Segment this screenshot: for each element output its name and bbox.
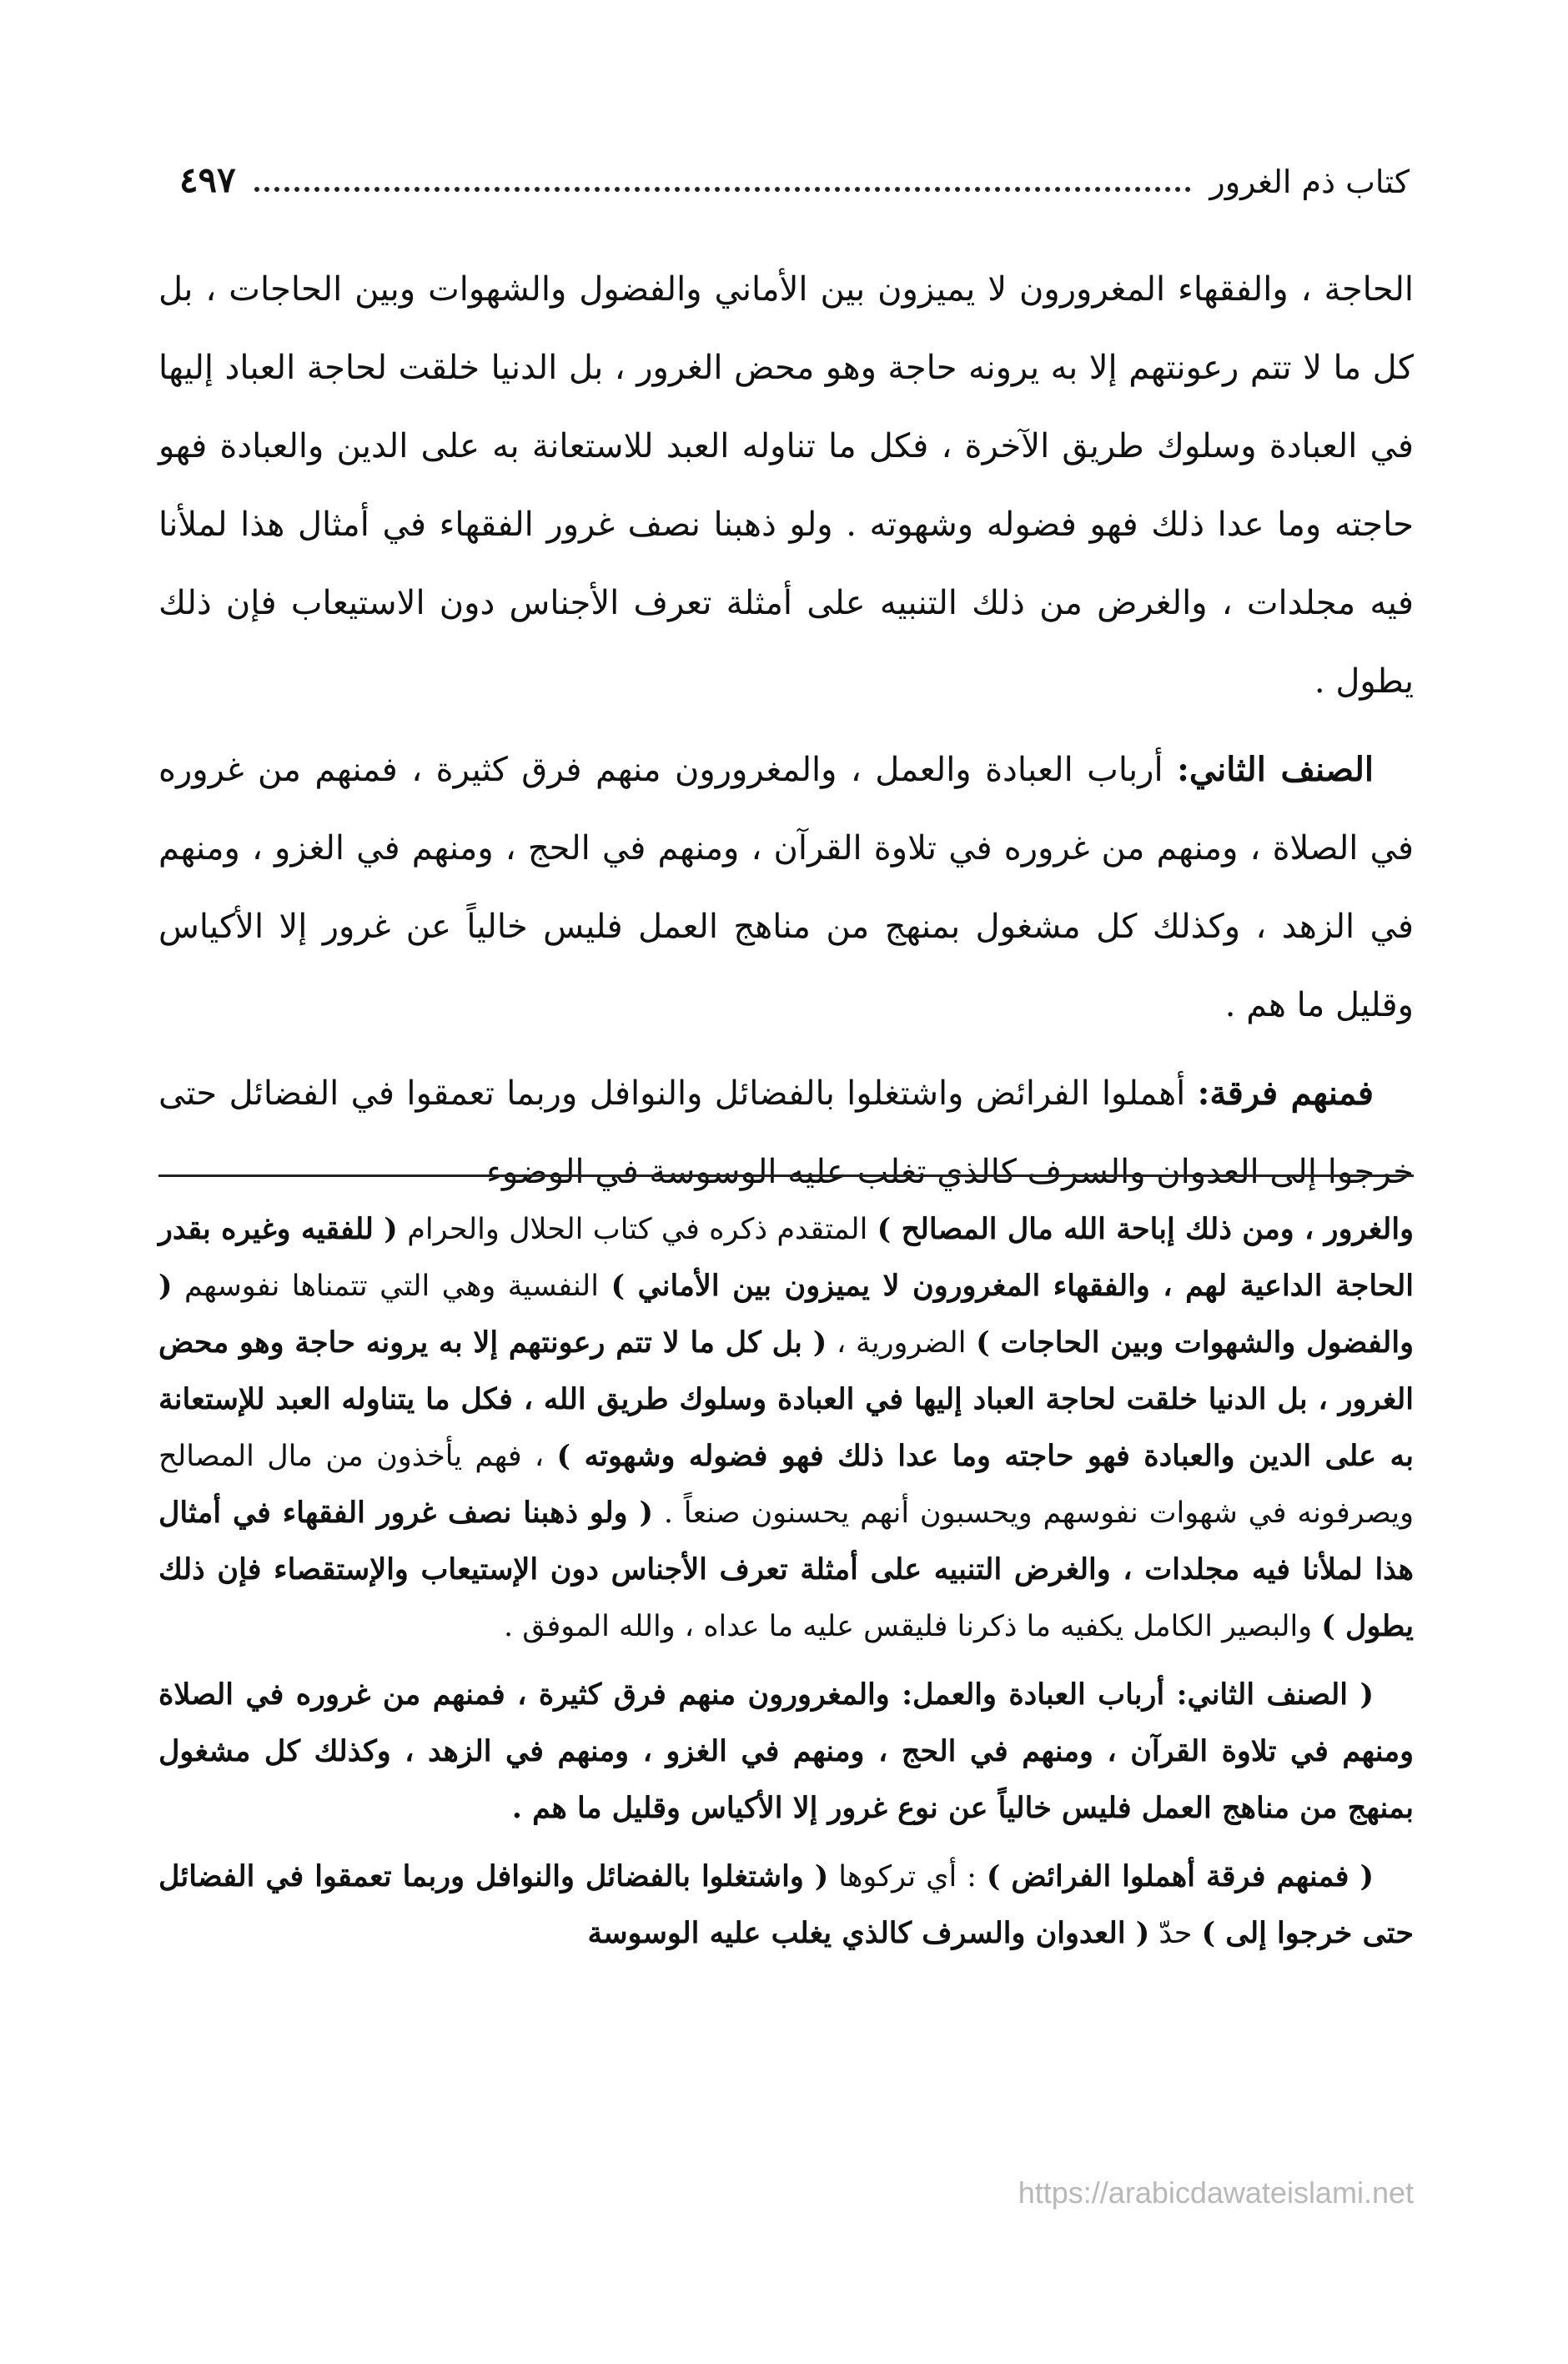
commentary-text: النفسية وهي التي تتمناها نفوسهم <box>172 1270 611 1303</box>
section-heading: الصنف الثاني: <box>1177 750 1375 789</box>
commentary-text: ، فهم يأخذون من مال المصالح ويصرفونه في شهوات نفوسهم ويحسبون أنهم يحسنون صنعاً . <box>158 1440 1414 1530</box>
commentary-text: الضرورية ، <box>827 1326 977 1360</box>
main-paragraph-1-text: الحاجة ، والفقهاء المغرورون لا يميزون بين الأماني والفضول والشهوات وبين الحاجات ، بل كل ما لا تتم رعونتهم إلا به يرونه حاجة وهو محض الغرور ، بل الدنيا خلقت لحاجة العباد إليها في العبادة وسلوك طريق الآخرة ، فكل ما تناوله العبد للاستعانة به على الدين والعبادة فهو حاجته وما عدا ذلك فهو فضوله وشهوته . ولو ذهبنا نصف غرور الفقهاء في أمثال هذا لملأنا فيه مجلدات ، والغرض من ذلك التنبيه على أمثلة تعرف الأجناس دون الاستيعاب فإن ذلك يطول . <box>158 270 1414 701</box>
main-paragraph-1 <box>158 250 1414 721</box>
quoted-text: ( العدوان والسرف كالذي يغلب عليه الوسوسة <box>587 1916 1150 1950</box>
main-paragraph-2 <box>158 731 1414 1044</box>
commentary-text: : أي تركوها <box>828 1860 987 1894</box>
commentary-text: المتقدم ذكره في كتاب الحلال والحرام <box>397 1213 877 1246</box>
quoted-text: ( فمنهم فرقة أهملوا الفرائض ) <box>986 1859 1375 1894</box>
page-header <box>179 142 1410 200</box>
quoted-text: ( واشتغلوا بالفضائل والنوافل وربما تعمقوا في الفضائل حتى خرجوا إلى ) <box>158 1859 1414 1950</box>
running-title: كتاب ذم الغرور <box>1209 163 1410 200</box>
main-paragraph-3 <box>158 1054 1414 1211</box>
quoted-text: ( بل كل ما لا تتم رعونتهم إلا به يرونه حاجة وهو محض الغرور ، بل الدنيا خلقت لحاجة العباد إليها في العبادة وسلوك طريق الله ، فكل ما يتناوله العبد للإستعانة به على الدين والعبادة فهو حاجته وما عدا ذلك فهو فضوله وشهوته ) <box>158 1325 1414 1473</box>
quoted-text: ( للفقيه وغيره بقدر الحاجة الداعية لهم ، والفقهاء المغرورون لا يميزون بين الأماني ) <box>158 1212 1415 1303</box>
source-watermark: https://arabicdawateislami.net <box>1018 2175 1414 2210</box>
quoted-text: والغرور ، ومن ذلك إباحة الله مال المصالح ) <box>877 1212 1414 1246</box>
footnote-divider <box>158 1174 1414 1177</box>
page-number: ٤٩٧ <box>179 159 236 200</box>
commentary-text: حدّ <box>1149 1917 1202 1950</box>
commentary-paragraph-1 <box>158 1201 1414 1655</box>
commentary-paragraph-2 <box>158 1667 1414 1837</box>
main-paragraph-2-text: أرباب العبادة والعمل ، والمغرورون منهم فرق كثيرة ، فمنهم من غروره في الصلاة ، ومنهم من غروره في تلاوة القرآن ، ومنهم في الحج ، ومنهم في الغزو ، ومنهم في الزهد ، وكذلك كل مشغول بمنهج من مناهج العمل فليس خالياً عن غرور إلا الأكياس وقليل ما هم . <box>158 751 1414 1024</box>
main-paragraph-3-text: أهملوا الفرائض واشتغلوا بالفضائل والنوافل وربما تعمقوا في الفضائل حتى خرجوا إلى العدوان والسرف كالذي تغلب عليه الوسوسة في الوضوء <box>158 1074 1414 1191</box>
commentary-paragraph-3 <box>158 1848 1414 1962</box>
commentary-text: والبصير الكامل يكفيه ما ذكرنا فليقس عليه ما عداه ، والله الموفق . <box>504 1610 1322 1643</box>
quoted-text: ( الصنف الثاني: أرباب العبادة والعمل: والمغرورون منهم فرق كثيرة ، فمنهم من غروره في الصلاة ومنهم في تلاوة القرآن ، ومنهم في الحج ، ومنهم في الغزو ، ومنهم في الزهد ، وكذلك كل مشغول بمنهج من مناهج العمل فليس خالياً عن نوع غرور إلا الأكياس وقليل ما هم . <box>158 1677 1414 1825</box>
commentary <box>158 1201 1414 1974</box>
main-text <box>158 250 1414 1221</box>
subsection-heading: فمنهم فرقة: <box>1197 1074 1375 1113</box>
header-dotted-leader <box>254 187 1192 192</box>
quoted-text: ( والفضول والشهوات وبين الحاجات ) <box>158 1269 1414 1360</box>
quoted-text: ( ولو ذهبنا نصف غرور الفقهاء في أمثال هذا لملأنا فيه مجلدات ، والغرض التنبيه على أمثلة تعرف الأجناس دون الإستيعاب والإستقصاء فإن ذلك يطول ) <box>158 1496 1414 1643</box>
